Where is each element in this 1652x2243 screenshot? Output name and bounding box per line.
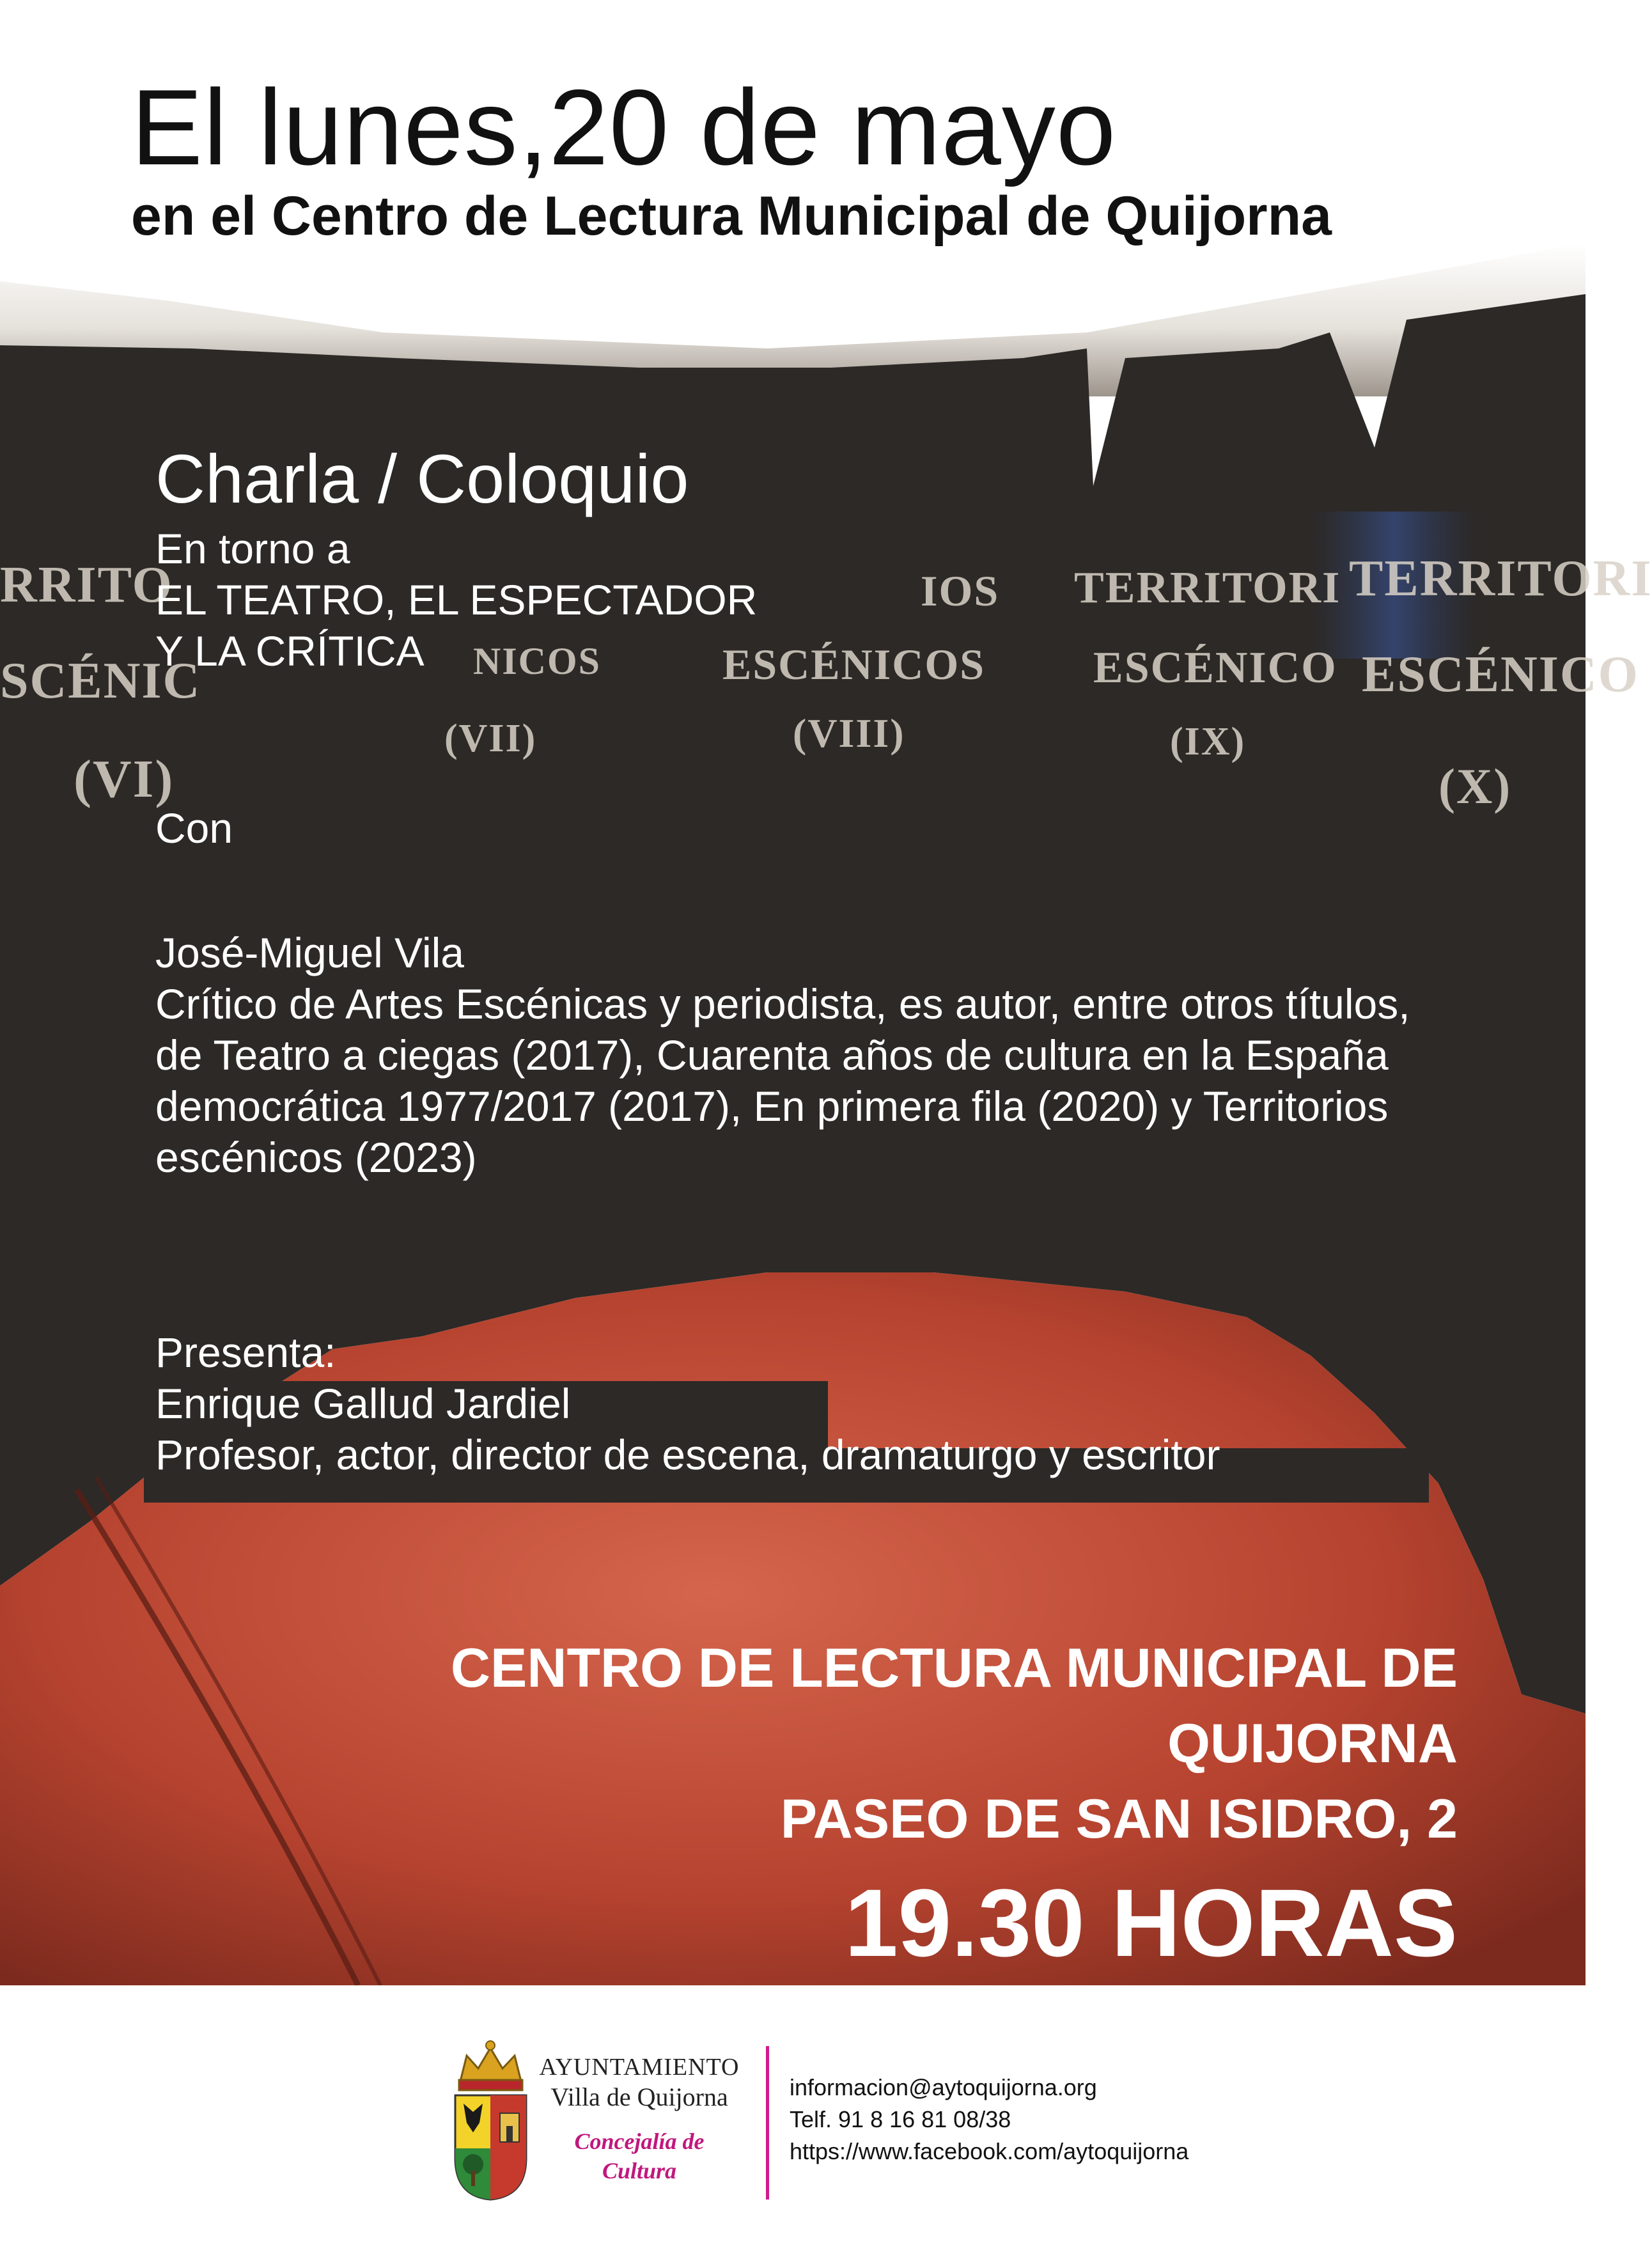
contact-block [790, 2072, 1188, 2168]
venue-block [115, 1630, 1458, 1976]
contact-phone: Telf. 91 8 16 81 08/38 [790, 2106, 1011, 2132]
concejalia-line2: Cultura [602, 2158, 677, 2184]
page-subtitle: en el Centro de Lectura Municipal de Quijorna [131, 185, 1332, 247]
bg-panel-title: TERRITORI [1349, 551, 1652, 607]
event-type: Charla / Coloquio [155, 440, 689, 517]
contact-facebook[interactable]: https://www.facebook.com/aytoquijorna [790, 2138, 1189, 2164]
bg-panel-num: (X) [1438, 758, 1512, 814]
event-time: 19.30 HORAS [845, 1869, 1458, 1976]
presenter-label: Presenta: [155, 1329, 336, 1376]
bg-panel-num: (VIII) [793, 710, 905, 756]
topic-line: En torno a [155, 525, 350, 572]
bg-panel-title: RRITO [0, 557, 173, 613]
venue-name-cont: QUIJORNA [1167, 1713, 1458, 1774]
guest-name: José-Miguel Vila [155, 929, 465, 976]
bg-panel-num: (IX) [1170, 720, 1246, 763]
bg-panel-sub: ESCÉNICO [1093, 643, 1337, 692]
ayuntamiento-label: AYUNTAMIENTO [539, 2054, 740, 2081]
contact-email[interactable]: informacion@aytoquijorna.org [790, 2074, 1097, 2100]
footer [0, 1985, 1586, 2243]
topic-line: Y LA CRÍTICA [155, 627, 425, 675]
presenter-bio: Profesor, actor, director de escena, dramaturgo y escritor [155, 1431, 1220, 1478]
municipality-block [537, 2052, 742, 2185]
bg-panel-sub: SCÉNIC [0, 653, 201, 709]
guest-block [155, 927, 1447, 1183]
venue-address: PASEO DE SAN ISIDRO, 2 [780, 1788, 1458, 1850]
bg-panel-num: (VI) [74, 749, 175, 809]
con-label: Con [155, 804, 233, 852]
bg-panel-num: (VII) [444, 717, 537, 760]
presenter-block [155, 1327, 1220, 1480]
event-topic [155, 523, 757, 676]
bg-panel-title: IOS [921, 567, 1000, 615]
villa-label: Villa de Quijorna [550, 2083, 728, 2111]
guest-bio: Crítico de Artes Escénicas y periodista, es autor, entre otros títulos, de Teatro a ciegas (2017), Cuarenta años de cultura en la España democrática 1977/2017 (2017), En primera fila (2020) y Territorios escénicos (2023) [155, 980, 1410, 1181]
bg-panel-sub: ESCÉNICOS [722, 640, 986, 689]
page-title: El lunes,20 de mayo [131, 67, 1117, 187]
coat-of-arms-icon [448, 2036, 534, 2203]
bg-panel-sub: NICOS [473, 640, 602, 682]
topic-line: EL TEATRO, EL ESPECTADOR [155, 576, 758, 623]
bg-panel-title: TERRITORI [1074, 563, 1341, 613]
footer-divider [766, 2046, 769, 2200]
presenter-name: Enrique Gallud Jardiel [155, 1380, 571, 1427]
venue-name: CENTRO DE LECTURA MUNICIPAL DE [450, 1637, 1458, 1699]
bg-panel-sub: ESCÉNICO [1362, 646, 1639, 703]
concejalia-line1: Concejalía de [574, 2129, 705, 2154]
